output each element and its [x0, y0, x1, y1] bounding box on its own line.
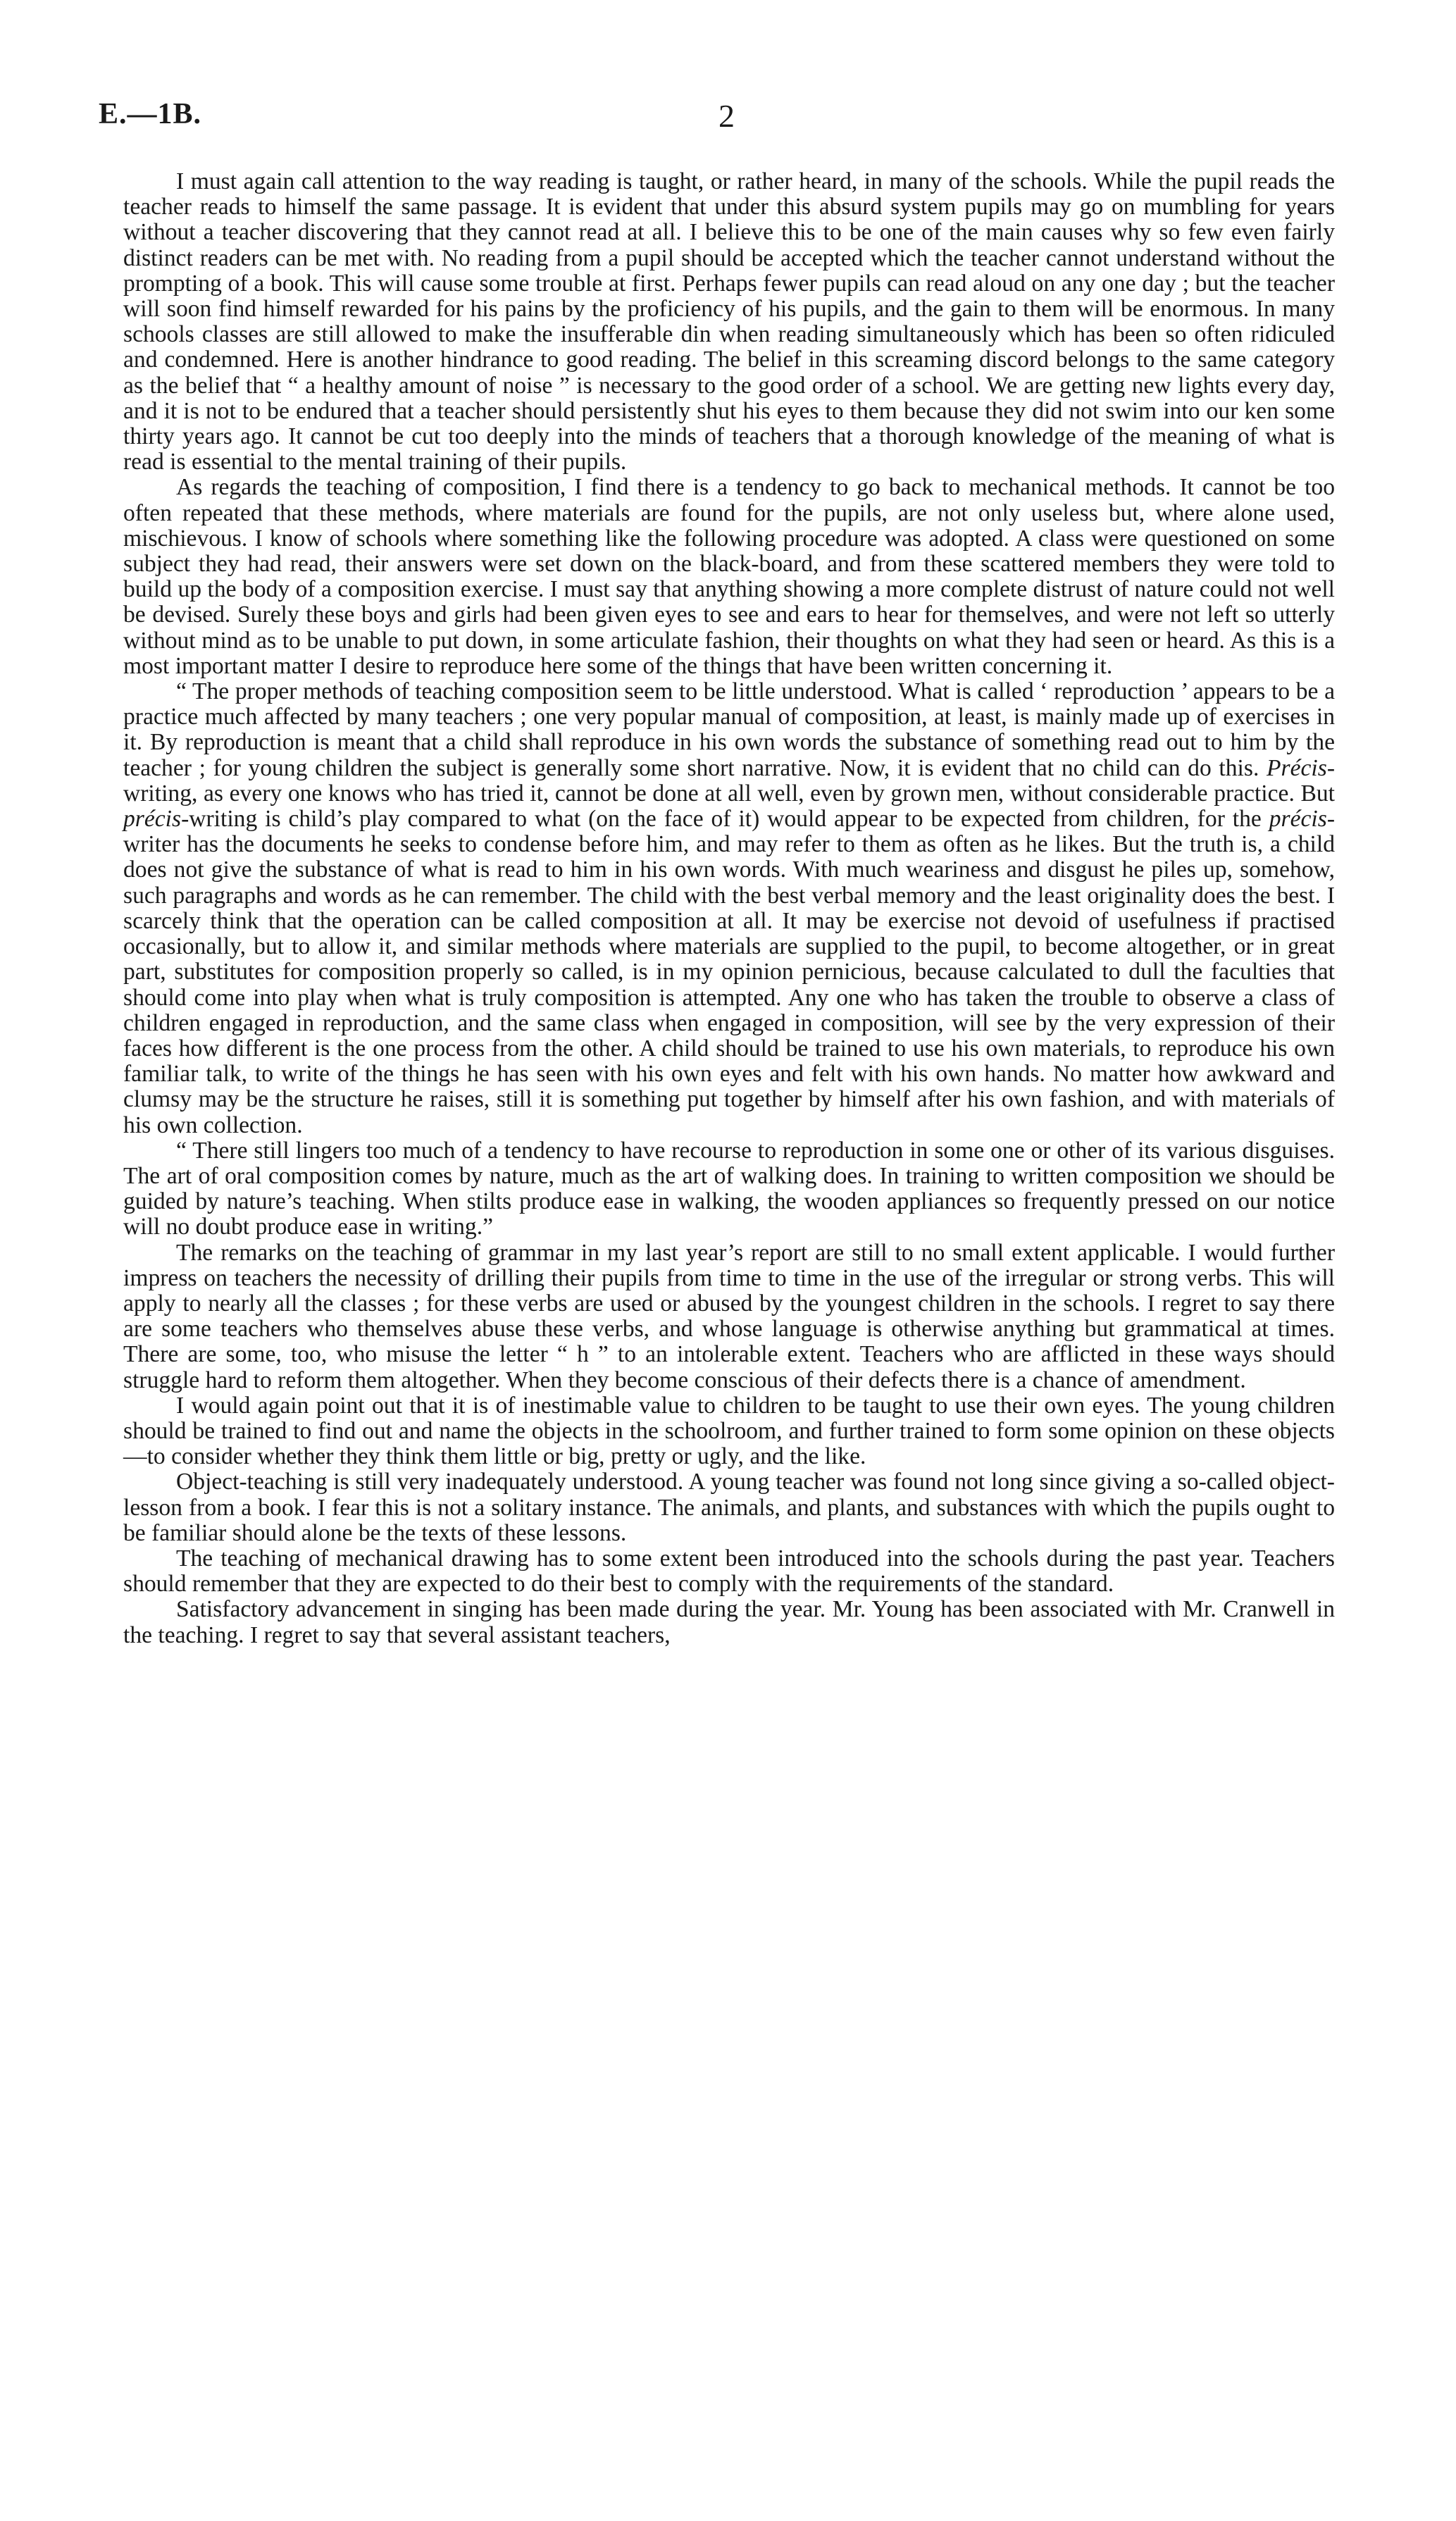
report-body — [123, 169, 1335, 1648]
page-header — [99, 97, 1352, 139]
page-number: 2 — [718, 98, 735, 134]
paragraph-object-teaching: Object-teaching is still very inadequately understood. A young teacher was found not long since giving a so-called object-lesson from a book. I fear this is not a solitary instance. The animals, and plants, and substances with which the pupils ought to be familiar should alone be the texts of these lessons. — [123, 1469, 1335, 1546]
document-code: E.—1B. — [99, 98, 202, 130]
paragraph-grammar: The remarks on the teaching of grammar in my last year’s report are still to no small extent applicable. I would further impress on teachers the necessity of drilling their pupils from time to time in the use of the irregular or strong verbs. This will apply to nearly all the classes ; for these verbs are used or abused by the youngest children in the schools. I regret to say there are some teachers who themselves abuse these verbs, and whose language is otherwise anything but grammatical at times. There are some, too, who misuse the letter “ h ” to an intolerable extent. Teachers who are afflicted in these ways should struggle hard to reform them altogether. When they become conscious of their defects there is a chance of amendment. — [123, 1239, 1335, 1393]
paragraph-quote-reproduction: “ There still lingers too much of a tendency to have recourse to reproduction in some one or other of its various disguises. The art of oral composition comes by nature, much as the art of walking does. In training to written composition we should be guided by nature’s teaching. When stilts produce ease in walking, the wooden appliances so frequently pressed on our notice will no doubt produce ease in writing.” — [123, 1137, 1335, 1240]
paragraph-quote-methods: “ The proper methods of teaching composition seem to be little understood. What is called ‘ reproduction ’ appears to be a practice much affected by many teachers ; one very popular manual of composition, at least, is mainly made up of exercises in it. By reproduction is meant that a child shall reproduce in his own words the substance of something read out to him by the teacher ; for young children the subject is generally some short narrative. Now, it is evident that no child can do this. Précis-writing, as every one knows who has tried it, cannot be done at all well, even by grown men, without considerable practice. But précis-writing is child’s play compared to what (on the face of it) would appear to be expected from children, for the précis-writer has the documents he seeks to condense before him, and may refer to them as often as he likes. But the truth is, a child does not give the substance of what is read to him in his own words. With much weariness and disgust he piles up, somehow, such paragraphs and words as he can remember. The child with the best verbal memory and the least originality does the best. I scarcely think that the operation can be called composition at all. It may be exercise not devoid of usefulness if practised occasionally, but to allow it, and similar methods where materials are supplied to the pupil, to become altogether, or in great part, substitutes for composition properly so called, is in my opinion pernicious, because calculated to dull the faculties that should come into play when what is truly composition is attempted. Any one who has taken the trouble to observe a class of children engaged in reproduction, and the same class when engaged in composition, will see by the very expression of their faces how different is the one process from the other. A child should be trained to use his own materials, to reproduce his own familiar talk, to write of the things he has seen with his own eyes and felt with his own hands. No matter how awkward and clumsy may be the structure he raises, still it is something put together by himself after his own fashion, and with materials of his own collection. — [123, 678, 1335, 1138]
paragraph-drawing: The teaching of mechanical drawing has to some extent been introduced into the schools during the past year. Teachers should remember that they are expected to do their best to comply with the requirements of the standard. — [123, 1545, 1335, 1598]
paragraph-observation: I would again point out that it is of inestimable value to children to be taught to use their own eyes. The young children should be trained to find out and name the objects in the schoolroom, and further trained to form some opinion on these objects—to consider whether they think them little or big, pretty or ugly, and the like. — [123, 1392, 1335, 1470]
paragraph-singing: Satisfactory advancement in singing has been made during the year. Mr. Young has been associated with Mr. Cranwell in the teaching. I regret to say that several assistant teachers, — [123, 1596, 1335, 1648]
paragraph-composition: As regards the teaching of composition, I find there is a tendency to go back to mechanical methods. It cannot be too often repeated that these methods, where materials are found for the pupils, are not only useless but, where alone used, mischievous. I know of schools where something like the following procedure was adopted. A class were questioned on some subject they had read, their answers were set down on the black-board, and from these scattered members they were told to build up the body of a composition exercise. I must say that anything showing a more complete distrust of nature could not well be devised. Surely these boys and girls had been given eyes to see and ears to hear for themselves, and were not left so utterly without mind as to be unable to put down, in some articulate fashion, their thoughts on what they had seen or heard. As this is a most important matter I desire to reproduce here some of the things that have been written concerning it. — [123, 474, 1335, 679]
paragraph-reading: I must again call attention to the way reading is taught, or rather heard, in many of the schools. While the pupil reads the teacher reads to himself the same passage. It is evident that under this absurd system pupils may go on mumbling for years without a teacher discovering that they cannot read at all. I believe this to be one of the main causes why so few even fairly distinct readers can be met with. No reading from a pupil should be accepted which the teacher cannot understand without the prompting of a book. This will cause some trouble at first. Perhaps fewer pupils can read aloud on any one day ; but the teacher will soon find himself rewarded for his pains by the proficiency of his pupils, and the gain to them will be enormous. In many schools classes are still allowed to make the insufferable din when reading simultaneously which has been so often ridiculed and condemned. Here is another hindrance to good reading. The belief in this screaming discord belongs to the same category as the belief that “ a healthy amount of noise ” is necessary to the good order of a school. We are getting new lights every day, and it is not to be endured that a teacher should persistently shut his eyes to them because they did not swim into our ken some thirty years ago. It cannot be cut too deeply into the minds of teachers that a thorough knowledge of the meaning of what is read is essential to the mental training of their pupils. — [123, 168, 1335, 475]
